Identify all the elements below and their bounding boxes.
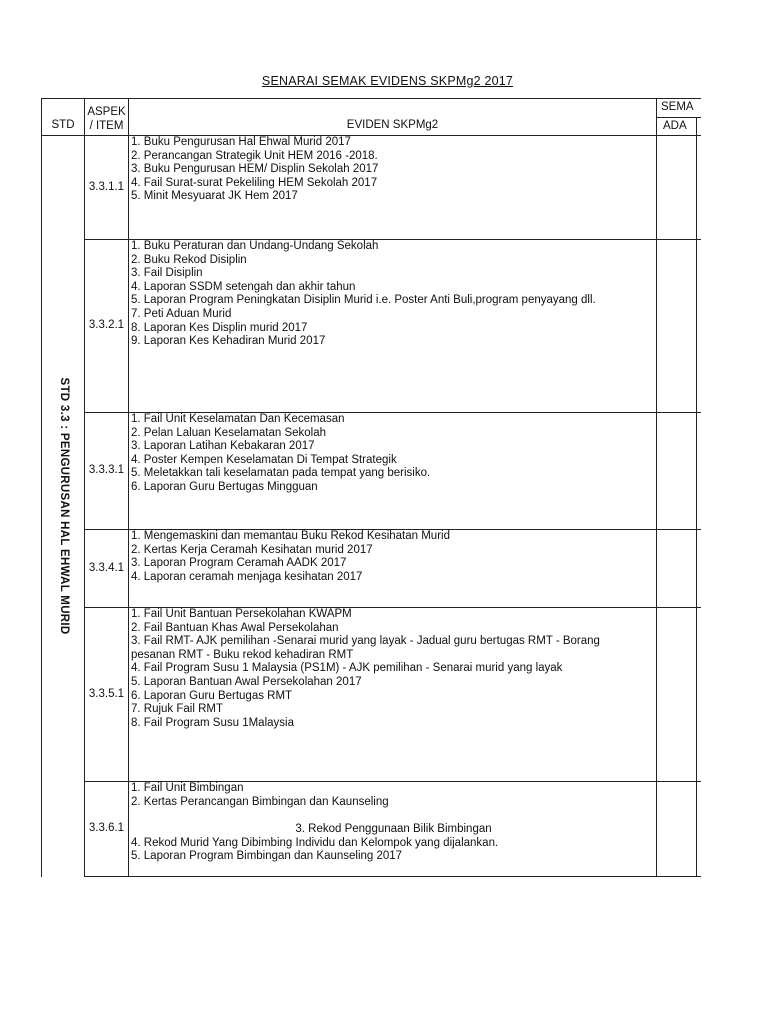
aspek-cell: 3.3.3.1 bbox=[85, 413, 129, 530]
header-row-top bbox=[42, 99, 702, 118]
evidence-line: 9. Laporan Kes Kehadiran Murid 2017 bbox=[131, 335, 326, 348]
table-row bbox=[42, 608, 702, 782]
checklist-table bbox=[41, 98, 701, 877]
evidence-line: 3. Buku Pengurusan HEM/ Displin Sekolah 2017 bbox=[131, 163, 379, 176]
evidence-line: 7. Rujuk Fail RMT bbox=[131, 703, 224, 716]
table-row bbox=[42, 240, 702, 413]
evidence-line: 2. Kertas Kerja Ceramah Kesihatan murid 2017 bbox=[131, 543, 373, 556]
aspek-cell: 3.3.4.1 bbox=[85, 530, 129, 608]
evidence-line: 2. Perancangan Strategik Unit HEM 2016 -2018. bbox=[131, 149, 378, 162]
aspek-cell: 3.3.6.1 bbox=[85, 782, 129, 877]
tidak-cell[interactable] bbox=[697, 530, 702, 608]
evidence-line: 4. Poster Kempen Keselamatan Di Tempat Strategik bbox=[131, 453, 397, 466]
eviden-header: EVIDEN SKPMg2 bbox=[129, 99, 657, 136]
evidence-cell bbox=[129, 782, 657, 877]
evidence-line: 8. Fail Program Susu 1Malaysia bbox=[131, 716, 294, 729]
evidence-cell bbox=[129, 240, 657, 413]
aspek-header-line1: ASPEK bbox=[87, 106, 126, 118]
aspek-cell: 3.3.5.1 bbox=[85, 608, 129, 782]
evidence-line: 5. Laporan Program Peningkatan Disiplin Murid i.e. Poster Anti Buli,program penyayang dll. bbox=[131, 294, 596, 307]
evidence-line: 3. Laporan Latihan Kebakaran 2017 bbox=[131, 440, 315, 453]
evidence-line: 6. Laporan Guru Bertugas Mingguan bbox=[131, 480, 318, 493]
evidence-line: 4. Laporan SSDM setengah dan akhir tahun bbox=[131, 280, 356, 293]
evidence-line: 4. Fail Program Susu 1 Malaysia (PS1M) - AJK pemilihan - Senarai murid yang layak bbox=[131, 662, 563, 675]
evidence-line: pesanan RMT - Buku rekod kehadiran RMT bbox=[131, 648, 354, 661]
evidence-line: 1. Mengemaskini dan memantau Buku Rekod Kesihatan Murid bbox=[131, 530, 450, 542]
evidence-gap bbox=[131, 809, 656, 823]
ada-cell[interactable] bbox=[657, 530, 697, 608]
evidence-line: 5. Laporan Program Bimbingan dan Kaunseling 2017 bbox=[131, 850, 403, 863]
evidence-line: 6. Laporan Guru Bertugas RMT bbox=[131, 689, 293, 702]
evidence-line: 3. Laporan Program Ceramah AADK 2017 bbox=[131, 557, 347, 570]
table-row bbox=[42, 136, 702, 240]
evidence-line: 2. Fail Bantuan Khas Awal Persekolahan bbox=[131, 621, 339, 634]
ada-cell[interactable] bbox=[657, 782, 697, 877]
std-header: STD bbox=[42, 99, 85, 136]
aspek-cell: 3.3.2.1 bbox=[85, 240, 129, 413]
tidak-cell[interactable] bbox=[697, 136, 702, 240]
evidence-line: 2. Buku Rekod Disiplin bbox=[131, 253, 247, 266]
evidence-line: 1. Fail Unit Keselamatan Dan Kecemasan bbox=[131, 413, 345, 425]
page-title: SENARAI SEMAK EVIDENS SKPMg2 2017 bbox=[261, 74, 514, 88]
evidence-line: 8. Laporan Kes Displin murid 2017 bbox=[131, 321, 308, 334]
ada-cell[interactable] bbox=[657, 136, 697, 240]
evidence-line: 4. Laporan ceramah menjaga kesihatan 2017 bbox=[131, 570, 363, 583]
evidence-line: 5. Laporan Bantuan Awal Persekolahan 2017 bbox=[131, 675, 362, 688]
evidence-cell bbox=[129, 530, 657, 608]
ada-cell[interactable] bbox=[657, 608, 697, 782]
evidence-line: 1. Buku Peraturan dan Undang-Undang Sekolah bbox=[131, 240, 379, 252]
evidence-line: 4. Rekod Murid Yang Dibimbing Individu dan Kelompok yang dijalankan. bbox=[131, 836, 499, 849]
tidak-cell[interactable] bbox=[697, 608, 702, 782]
evidence-line: 1. Fail Unit Bantuan Persekolahan KWAPM bbox=[131, 608, 352, 620]
table-row bbox=[42, 413, 702, 530]
evidence-cell bbox=[129, 608, 657, 782]
ada-cell[interactable] bbox=[657, 413, 697, 530]
checklist-table-container bbox=[41, 98, 701, 878]
aspek-header-line2: / ITEM bbox=[89, 120, 124, 132]
evidence-cell bbox=[129, 413, 657, 530]
evidence-line: 3. Fail Disiplin bbox=[131, 267, 203, 280]
ada-cell[interactable] bbox=[657, 240, 697, 413]
table-row bbox=[42, 782, 702, 877]
tidak-cell[interactable] bbox=[697, 240, 702, 413]
table-row bbox=[42, 530, 702, 608]
evidence-line: 4. Fail Surat-surat Pekeliling HEM Sekolah 2017 bbox=[131, 176, 378, 189]
tidak-header bbox=[697, 118, 702, 136]
std-cell bbox=[42, 136, 85, 877]
aspek-cell: 3.3.1.1 bbox=[85, 136, 129, 240]
aspek-header bbox=[85, 99, 129, 136]
semak-header: SEMA bbox=[657, 99, 702, 118]
tidak-cell[interactable] bbox=[697, 413, 702, 530]
evidence-line: 1. Buku Pengurusan Hal Ehwal Murid 2017 bbox=[131, 136, 351, 148]
evidence-line: 2. Kertas Perancangan Bimbingan dan Kaunseling bbox=[131, 795, 389, 808]
evidence-line: 5. Minit Mesyuarat JK Hem 2017 bbox=[131, 190, 298, 203]
ada-header: ADA bbox=[657, 118, 697, 136]
evidence-line: 2. Pelan Laluan Keselamatan Sekolah bbox=[131, 426, 327, 439]
evidence-line: 7. Peti Aduan Murid bbox=[131, 307, 232, 320]
tidak-cell[interactable] bbox=[697, 782, 702, 877]
std-vertical-label: STD 3.3 : PENGURUSAN HAL EHWAL MURID bbox=[57, 377, 70, 635]
evidence-line: 1. Fail Unit Bimbingan bbox=[131, 782, 244, 794]
evidence-line-centered: 3. Rekod Penggunaan Bilik Bimbingan bbox=[295, 823, 492, 836]
evidence-line: 5. Meletakkan tali keselamatan pada tempat yang berisiko. bbox=[131, 467, 431, 480]
evidence-line: 3. Fail RMT- AJK pemilihan -Senarai murid yang layak - Jadual guru bertugas RMT - Borang bbox=[131, 635, 600, 648]
evidence-cell bbox=[129, 136, 657, 240]
